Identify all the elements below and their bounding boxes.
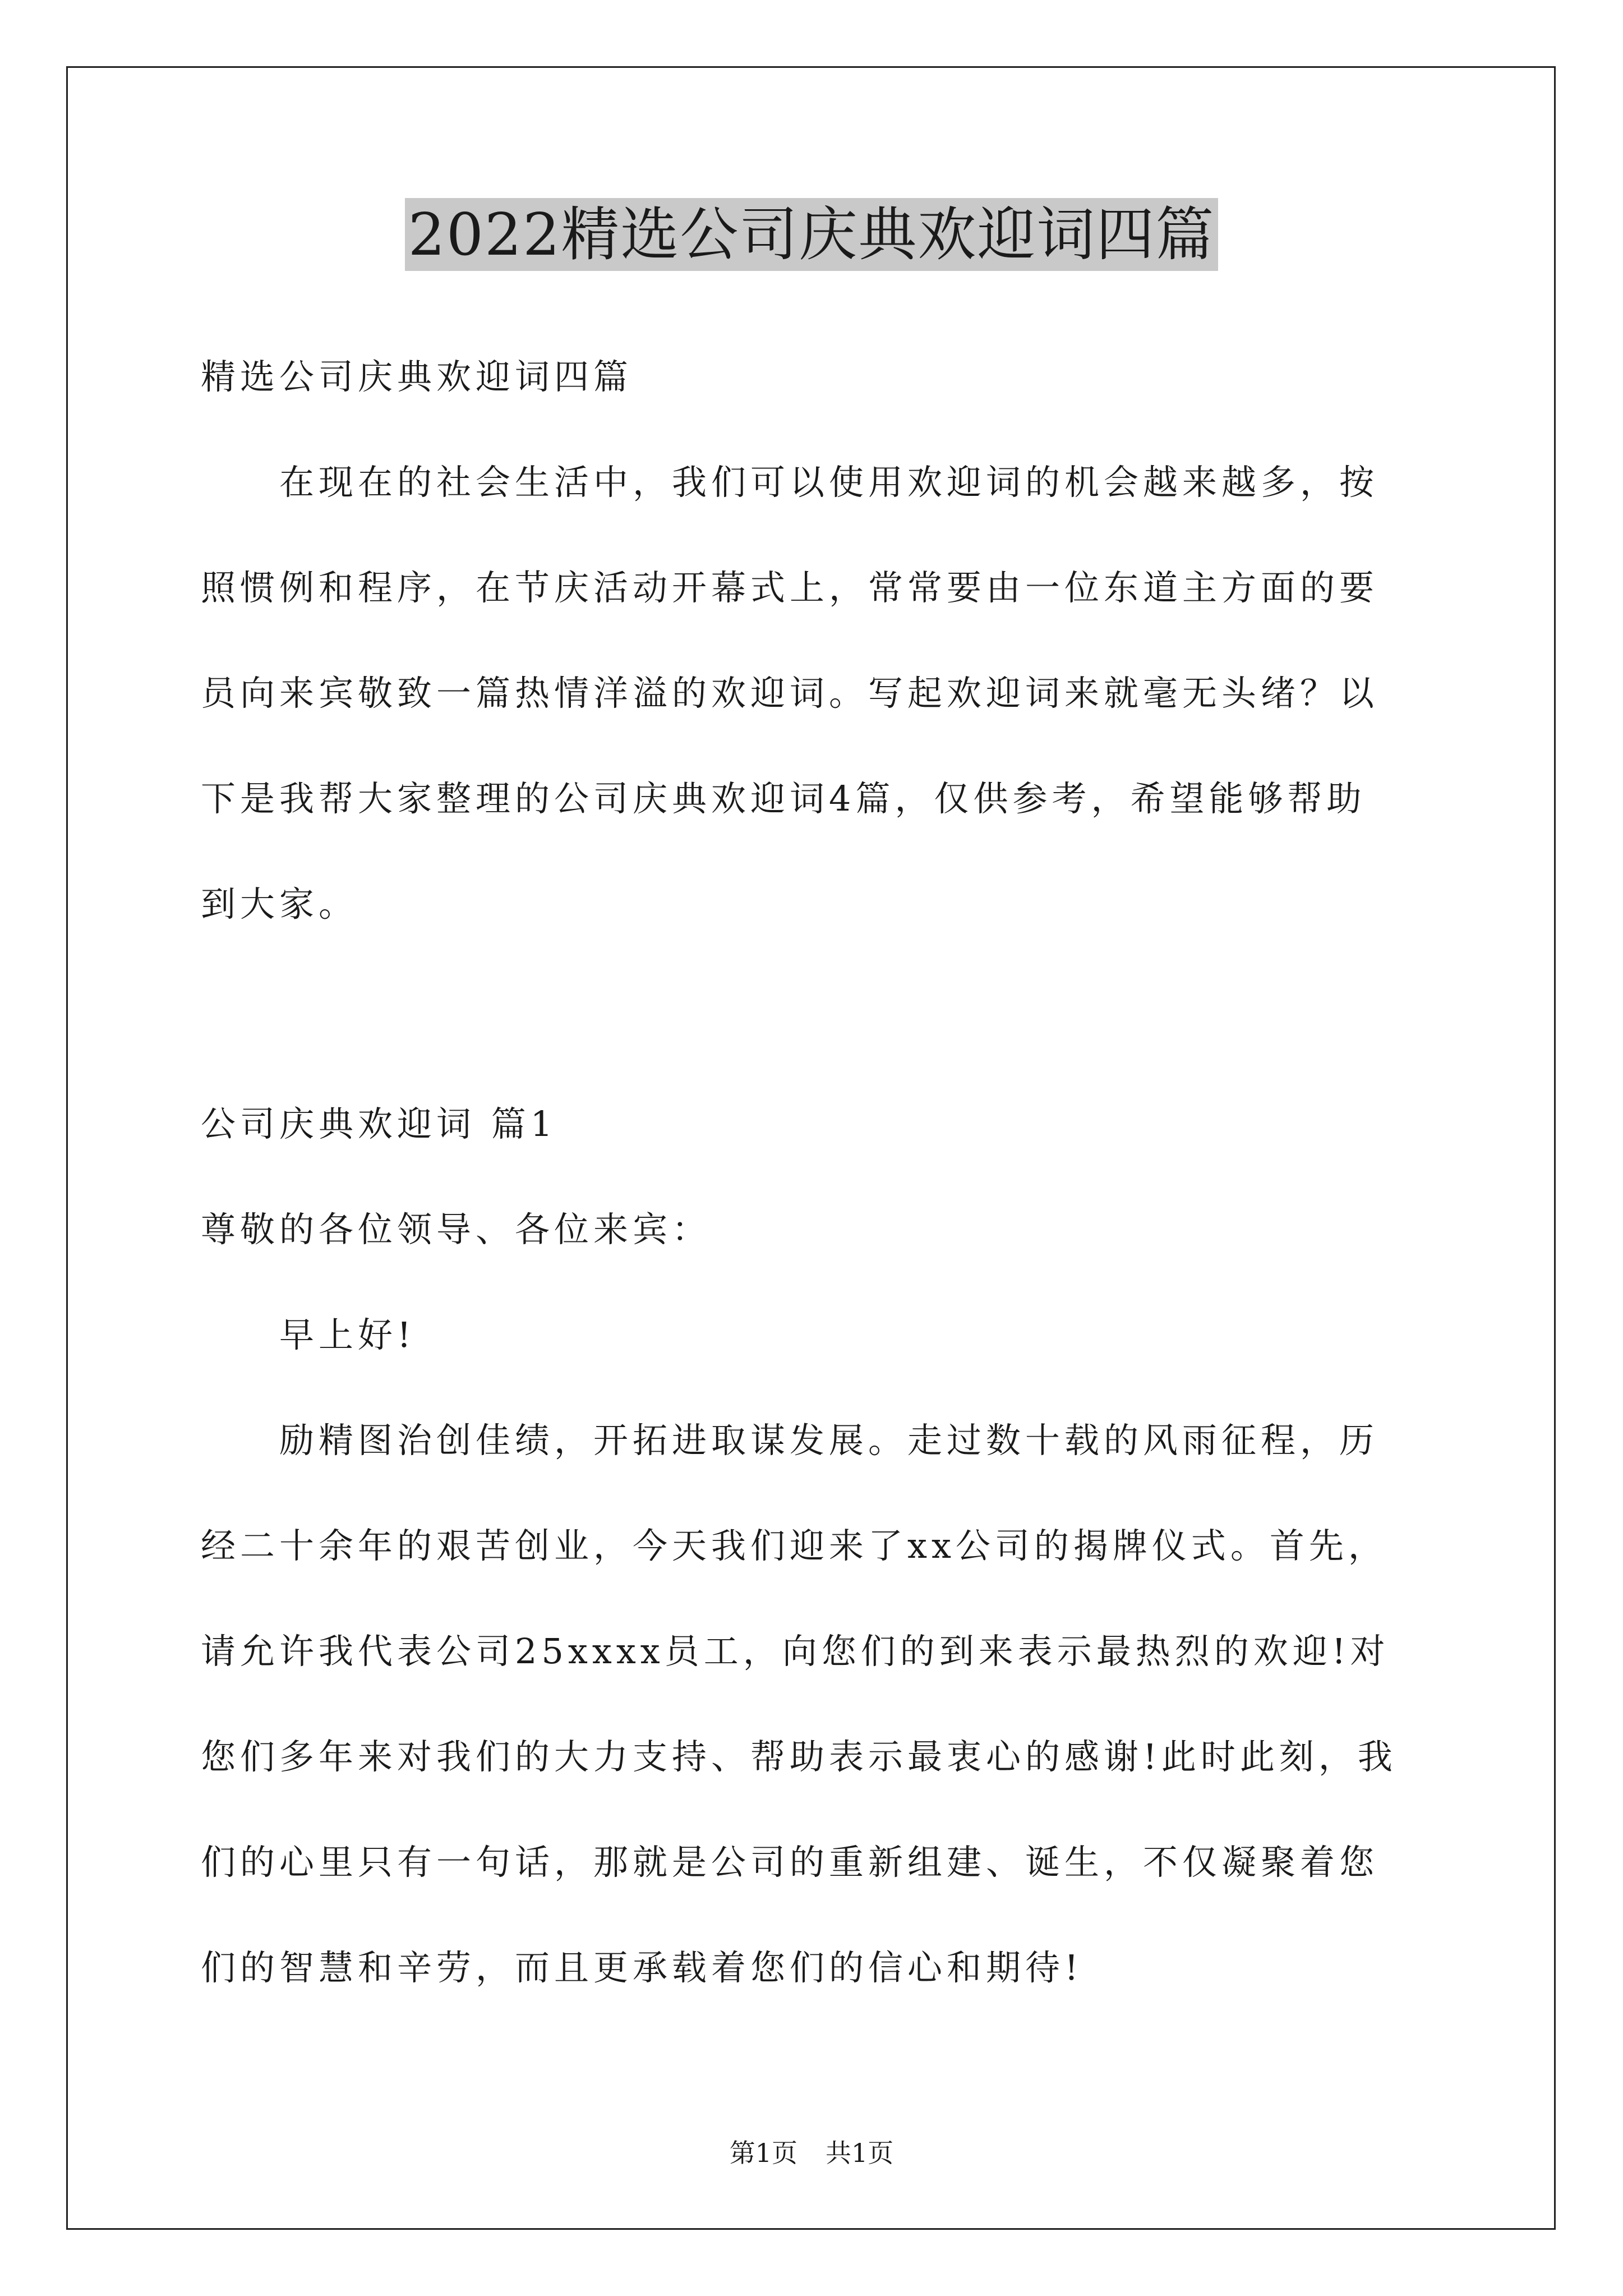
subtitle-line: 精选公司庆典欢迎词四篇 <box>201 356 633 397</box>
paragraph-line: 在现在的社会生活中，我们可以使用欢迎词的机会越来越多，按 <box>201 462 1379 503</box>
paragraph-line: 经二十余年的艰苦创业，今天我们迎来了xx公司的揭牌仪式。首先， <box>201 1525 1387 1566</box>
greeting-line: 早上好! <box>201 1314 416 1355</box>
page-number: 第1页 <box>729 2138 797 2168</box>
paragraph-line: 们的智慧和辛劳，而且更承载着您们的信心和期待! <box>201 1947 1083 1988</box>
page-total: 共1页 <box>826 2138 894 2168</box>
paragraph-line: 励精图治创佳绩，开拓进取谋发展。走过数十载的风雨征程，历 <box>201 1420 1379 1461</box>
document-title <box>0 195 1623 274</box>
section-heading: 公司庆典欢迎词 篇1 <box>201 1103 557 1144</box>
paragraph-line: 到大家。 <box>201 884 358 924</box>
paragraph-line: 们的心里只有一句话，那就是公司的重新组建、诞生，不仅凝聚着您 <box>201 1842 1379 1883</box>
paragraph-line: 下是我帮大家整理的公司庆典欢迎词4篇，仅供参考，希望能够帮助 <box>201 778 1366 819</box>
document-title-text: 2022精选公司庆典欢迎词四篇 <box>405 198 1219 271</box>
paragraph-line: 您们多年来对我们的大力支持、帮助表示最衷心的感谢!此时此刻，我 <box>201 1736 1397 1777</box>
salutation-line: 尊敬的各位领导、各位来宾： <box>201 1209 712 1250</box>
paragraph-line: 请允许我代表公司25xxxx员工，向您们的到来表示最热烈的欢迎!对 <box>201 1631 1390 1672</box>
page-footer <box>0 2136 1623 2170</box>
paragraph-line: 照惯例和程序，在节庆活动开幕式上，常常要由一位东道主方面的要 <box>201 567 1379 608</box>
paragraph-line: 员向来宾敬致一篇热情洋溢的欢迎词。写起欢迎词来就毫无头绪？以 <box>201 673 1379 714</box>
